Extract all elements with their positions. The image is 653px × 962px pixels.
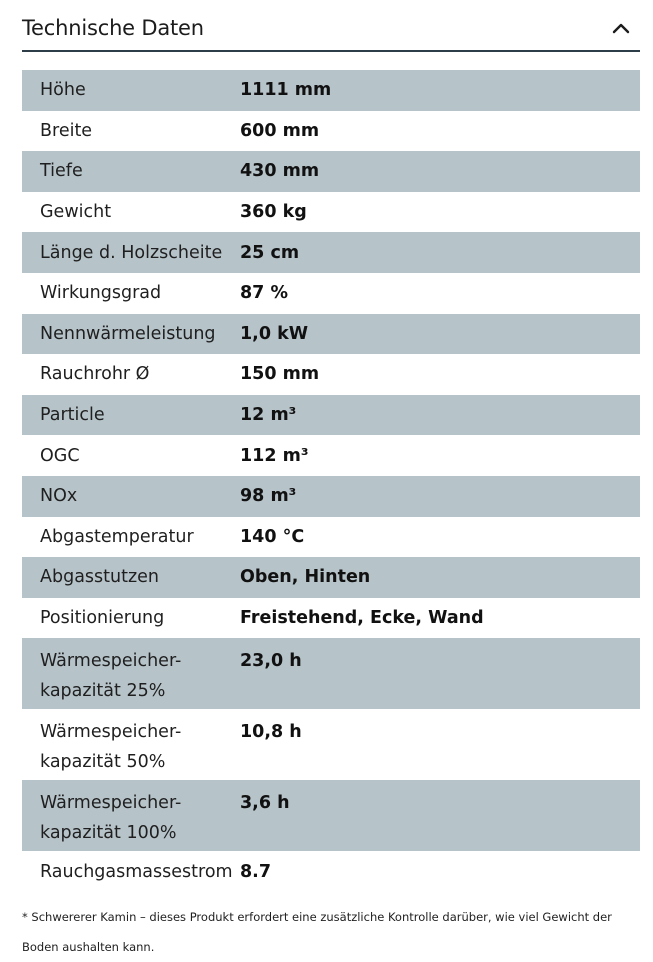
spec-label-line: kapazität 25% [40, 681, 166, 702]
spec-label: Tiefe [40, 161, 83, 182]
spec-label: Wirkungsgrad [40, 283, 162, 304]
table-row [22, 638, 640, 709]
spec-value: 12 m³ [240, 405, 297, 426]
table-row [22, 780, 640, 851]
spec-value: 23,0 h [240, 651, 302, 672]
spec-value: 8.7 [240, 861, 272, 882]
spec-label: Abgastemperatur [40, 526, 194, 547]
technical-data-section [22, 0, 640, 962]
spec-value: 600 mm [240, 120, 320, 141]
spec-label: Rauchgasmassestrom [40, 861, 233, 882]
spec-label: Particle [40, 405, 105, 426]
table-row [22, 476, 640, 517]
table-row [22, 354, 640, 395]
spec-value: 3,6 h [240, 793, 290, 814]
spec-value: 150 mm [240, 364, 320, 385]
spec-label: Nennwärmeleistung [40, 323, 216, 344]
table-row [22, 557, 640, 598]
table-row [22, 395, 640, 436]
footnote: * Schwererer Kamin – dieses Produkt erfordert eine zusätzliche Kontrolle darüber, wie viel Gewicht der Boden aushalten kann. [22, 909, 612, 954]
spec-label: OGC [40, 445, 80, 466]
spec-label: NOx [40, 486, 78, 507]
spec-value: 112 m³ [240, 445, 309, 466]
table-row [22, 517, 640, 558]
spec-value: 10,8 h [240, 722, 302, 743]
table-row [22, 151, 640, 192]
chevron-up-icon[interactable] [610, 17, 632, 39]
table-row [22, 598, 640, 639]
spec-value: Oben, Hinten [240, 567, 371, 588]
spec-value: Freistehend, Ecke, Wand [240, 608, 484, 629]
spec-label: Breite [40, 120, 93, 141]
section-header[interactable] [22, 0, 640, 52]
spec-label [22, 788, 240, 848]
spec-value: 87 % [240, 283, 288, 304]
spec-label-line: Wärmespeicher- [40, 722, 182, 743]
table-row [22, 70, 640, 111]
spec-value: 430 mm [240, 161, 320, 182]
table-row [22, 851, 640, 892]
spec-label-line: Wärmespeicher- [40, 793, 182, 814]
spec-label: Länge d. Holzscheite [40, 242, 223, 263]
table-row [22, 192, 640, 233]
spec-label-line: kapazität 100% [40, 823, 177, 844]
table-row [22, 314, 640, 355]
section-title: Technische Daten [22, 16, 204, 40]
spec-label-line: Wärmespeicher- [40, 651, 182, 672]
spec-value: 25 cm [240, 242, 300, 263]
spec-value: 1111 mm [240, 80, 332, 101]
spec-label: Gewicht [40, 202, 112, 223]
spec-value: 360 kg [240, 202, 307, 223]
spec-value: 1,0 kW [240, 323, 309, 344]
spec-table [22, 70, 640, 892]
spec-label [22, 717, 240, 777]
table-row [22, 111, 640, 152]
table-row [22, 435, 640, 476]
table-row [22, 232, 640, 273]
spec-label-line: kapazität 50% [40, 752, 166, 773]
spec-label: Höhe [40, 80, 86, 101]
spec-value: 140 °C [240, 526, 305, 547]
spec-value: 98 m³ [240, 486, 297, 507]
spec-label: Abgasstutzen [40, 567, 160, 588]
table-row [22, 273, 640, 314]
table-row [22, 709, 640, 780]
spec-label: Rauchrohr Ø [40, 364, 150, 385]
spec-label: Positionierung [40, 608, 165, 629]
spec-label [22, 646, 240, 706]
